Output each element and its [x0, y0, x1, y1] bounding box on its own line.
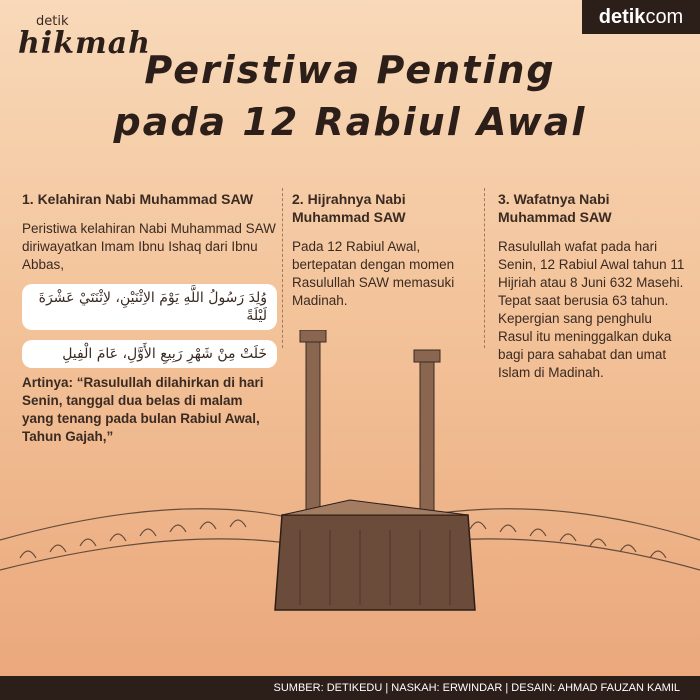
column-3 — [498, 190, 688, 382]
col1-artinya: Artinya: “Rasulullah dilahirkan di hari Senin, tanggal dua belas di malam yang tenang pada bulan Rabiul Awal, Tahun Gajah,” — [22, 375, 264, 444]
col1-heading: 1. Kelahiran Nabi Muhammad SAW — [22, 191, 254, 207]
col1-arabic-2: خَلَتْ مِنْ شَهْرِ رَبِيعِ الأَوَّلِ، عَامَ الْفِيلِ — [22, 340, 277, 368]
title-line-2: pada 12 Rabiul Awal — [113, 100, 587, 144]
divider-1 — [282, 188, 283, 348]
col3-body: Rasulullah wafat pada hari Senin, 12 Rabiul Awal tahun 11 Hijriah atau 8 Juni 632 Masehi. Tepat saat berusia 63 tahun. Kepergian sang penghulu Rasul itu meninggalkan duka bagi para sahabat dan umat Islam di Madinah. — [498, 239, 685, 380]
footer-credits: SUMBER: DETIKEDU | NASKAH: ERWINDAR | DESAIN: AHMAD FAUZAN KAMIL — [0, 676, 700, 700]
col3-heading: 3. Wafatnya Nabi Muhammad SAW — [498, 191, 612, 225]
col1-arabic-1: وُلِدَ رَسُولُ اللَّهِ يَوْمَ الاِثْنَيْنِ، لاِثْنَتَيْ عَشْرَةَ لَيْلَةً — [22, 284, 277, 330]
detikcom-logo-detik: detik — [598, 6, 646, 28]
title-line-1: Peristiwa Penting — [144, 48, 556, 92]
divider-2 — [484, 188, 485, 348]
col2-body: Pada 12 Rabiul Awal, bertepatan dengan momen Rasulullah SAW memasuki Madinah. — [292, 239, 455, 308]
col2-heading: 2. Hijrahnya Nabi Muhammad SAW — [292, 191, 406, 225]
column-2 — [292, 190, 472, 310]
detikcom-logo — [582, 0, 700, 34]
detikcom-logo-com: com — [645, 6, 684, 28]
col1-body: Peristiwa kelahiran Nabi Muhammad SAW diriwayatkan Imam Ibnu Ishaq dari Ibnu Abbas, — [22, 221, 276, 272]
column-1 — [22, 190, 277, 446]
brand-big: hikmah — [18, 26, 151, 61]
brand-small: detik — [36, 14, 69, 29]
